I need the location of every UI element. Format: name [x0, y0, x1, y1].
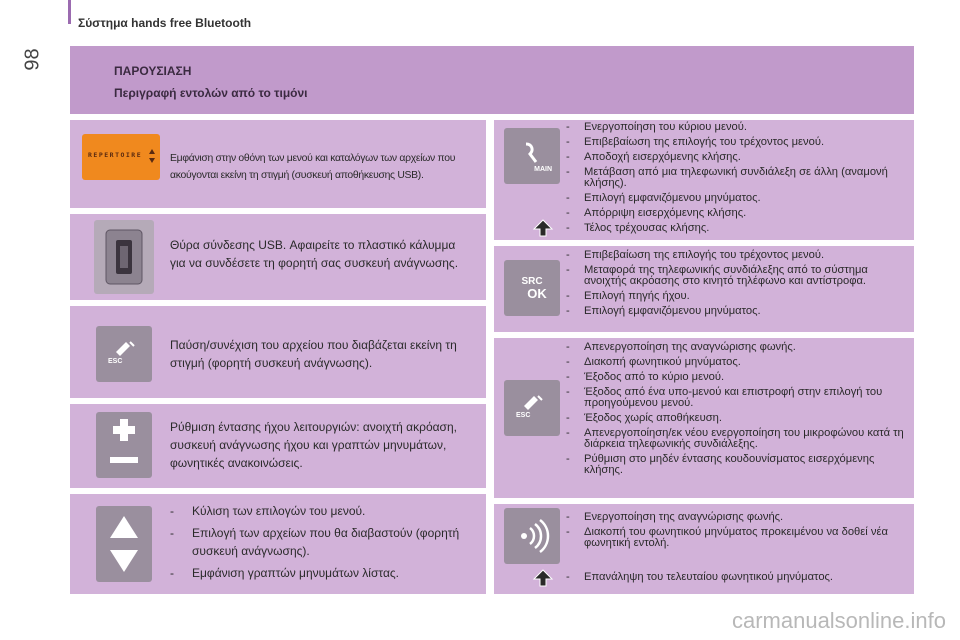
list-item: - Επιλογή εμφανιζόμενου μηνύματος. [560, 193, 904, 204]
list-item: - Επιλογή εμφανιζόμενου μηνύματος. [560, 306, 904, 317]
src-list [560, 250, 904, 321]
esc-button-icon [504, 380, 560, 436]
list-item: - Μετάβαση από μια τηλεφωνική συνδιάλεξη σε άλλη (αναμονή κλήσης). [560, 167, 904, 189]
list-item: - Μεταφορά της τηλεφωνικής συνδιάλεξης από το σύστημα ανοιχτής ακρόασης στο κινητό τηλέφωνο και αντίστροφα. [560, 265, 904, 287]
banner-subtitle: Περιγραφή εντολών από το τιμόνι [114, 86, 308, 100]
esc-button-icon [96, 326, 152, 382]
voice-button-icon [504, 508, 560, 564]
list-item: - Ρύθμιση στο μηδέν έντασης κουδουνίσματος εισερχόμενης κλήσης. [560, 454, 904, 476]
voice-list-long-press [560, 572, 904, 587]
list-item: - Απενεργοποίηση της αναγνώρισης φωνής. [560, 342, 904, 353]
panel-esc-right [494, 338, 914, 498]
list-item: - Ενεργοποίηση του κύριου μενού. [560, 122, 904, 133]
long-press-hand-icon [532, 218, 554, 238]
esc-label: ESC [516, 412, 531, 419]
page-accent-bar [68, 0, 71, 24]
presentation-banner [70, 46, 914, 114]
display-scroll-icon [149, 149, 155, 163]
page-number: 98 [21, 48, 44, 71]
list-item: - Επανάληψη του τελευταίου φωνητικού μηνύματος. [560, 572, 904, 583]
volume-text: Ρύθμιση έντασης ήχου λειτουργιών: ανοιχτή ακρόαση, συσκευή ανάγνωσης ήχου και γραπτών μηνυμάτων, φωνητικές ανακοινώσεις. [170, 420, 457, 470]
list-item: - Επιλογή πηγής ήχου. [560, 291, 904, 302]
voice-list [560, 512, 904, 553]
main-button-icon [504, 128, 560, 184]
list-item: - Εμφάνιση γραπτών μηνυμάτων λίστας. [170, 564, 476, 582]
list-item: - Επιλογή των αρχείων που θα διαβαστούν (φορητή συσκευή ανάγνωσης). [170, 524, 476, 560]
panel-main [494, 120, 914, 240]
main-label: MAIN [534, 166, 552, 173]
panel-src-ok [494, 246, 914, 332]
list-item: - Ενεργοποίηση της αναγνώρισης φωνής. [560, 512, 904, 523]
list-item: - Τέλος τρέχουσας κλήσης. [560, 223, 904, 234]
list-item: - Διακοπή του φωνητικού μηνύματος προκειμένου να δοθεί νέα φωνητική εντολή. [560, 527, 904, 549]
panel-esc-left [70, 306, 486, 398]
watermark: carmanualsonline.info [731, 608, 946, 633]
list-item: - Έξοδος από το κύριο μενού. [560, 372, 904, 383]
usb-port-icon [94, 220, 154, 294]
volume-buttons-icon [96, 412, 152, 478]
list-item: - Επιβεβαίωση της επιλογής του τρέχοντος μενού. [560, 250, 904, 261]
src-label: SRC [521, 275, 543, 287]
panel-volume [70, 404, 486, 488]
banner-title: ΠΑΡΟΥΣΙΑΣΗ [114, 64, 192, 78]
src-ok-button-icon [504, 260, 560, 316]
panel-usb [70, 214, 486, 300]
panel-voice [494, 504, 914, 594]
list-item: - Κύλιση των επιλογών του μενού. [170, 502, 476, 520]
list-item: - Επιβεβαίωση της επιλογής του τρέχοντος μενού. [560, 137, 904, 148]
arrows-list [170, 502, 476, 586]
list-item: - Έξοδος από ένα υπο-μενού και επιστροφή στην επιλογή του προηγούμενου μενού. [560, 387, 904, 409]
long-press-hand-icon [532, 568, 554, 588]
repertoire-display [82, 134, 160, 180]
repertoire-display-text: REPERTOIRE [88, 151, 143, 159]
list-item: - Διακοπή φωνητικού μηνύματος. [560, 357, 904, 368]
usb-text: Θύρα σύνδεσης USB. Αφαιρείτε το πλαστικό κάλυμμα για να συνδέσετε τη φορητή σας συσκευή ανάγνωσης. [170, 238, 459, 270]
esc-label: ESC [108, 358, 123, 365]
list-item: - Απόρριψη εισερχόμενης κλήσης. [560, 208, 904, 219]
ok-label: OK [527, 285, 547, 301]
esc-list [560, 342, 904, 480]
main-list [560, 122, 904, 238]
list-item: - Αποδοχή εισερχόμενης κλήσης. [560, 152, 904, 163]
panel-repertoire [70, 120, 486, 208]
panel-arrows [70, 494, 486, 594]
repertoire-text: Εμφάνιση στην οθόνη των μενού και καταλόγων των αρχείων που ακούγονται εκείνη τη στιγμή (συσκευή αποθήκευσης USB). [170, 153, 456, 181]
list-item: - Απενεργοποίηση/εκ νέου ενεργοποίηση του μικροφώνου κατά τη διάρκεια τηλεφωνικής συνδιάλεξης. [560, 428, 904, 450]
section-title: Σύστημα hands free Bluetooth [78, 16, 252, 30]
esc-pause-text: Παύση/συνέχιση του αρχείου που διαβάζεται εκείνη τη στιγμή (φορητή συσκευή ανάγνωσης). [170, 338, 457, 370]
scroll-arrows-icon [96, 506, 152, 582]
list-item: - Έξοδος χωρίς αποθήκευση. [560, 413, 904, 424]
